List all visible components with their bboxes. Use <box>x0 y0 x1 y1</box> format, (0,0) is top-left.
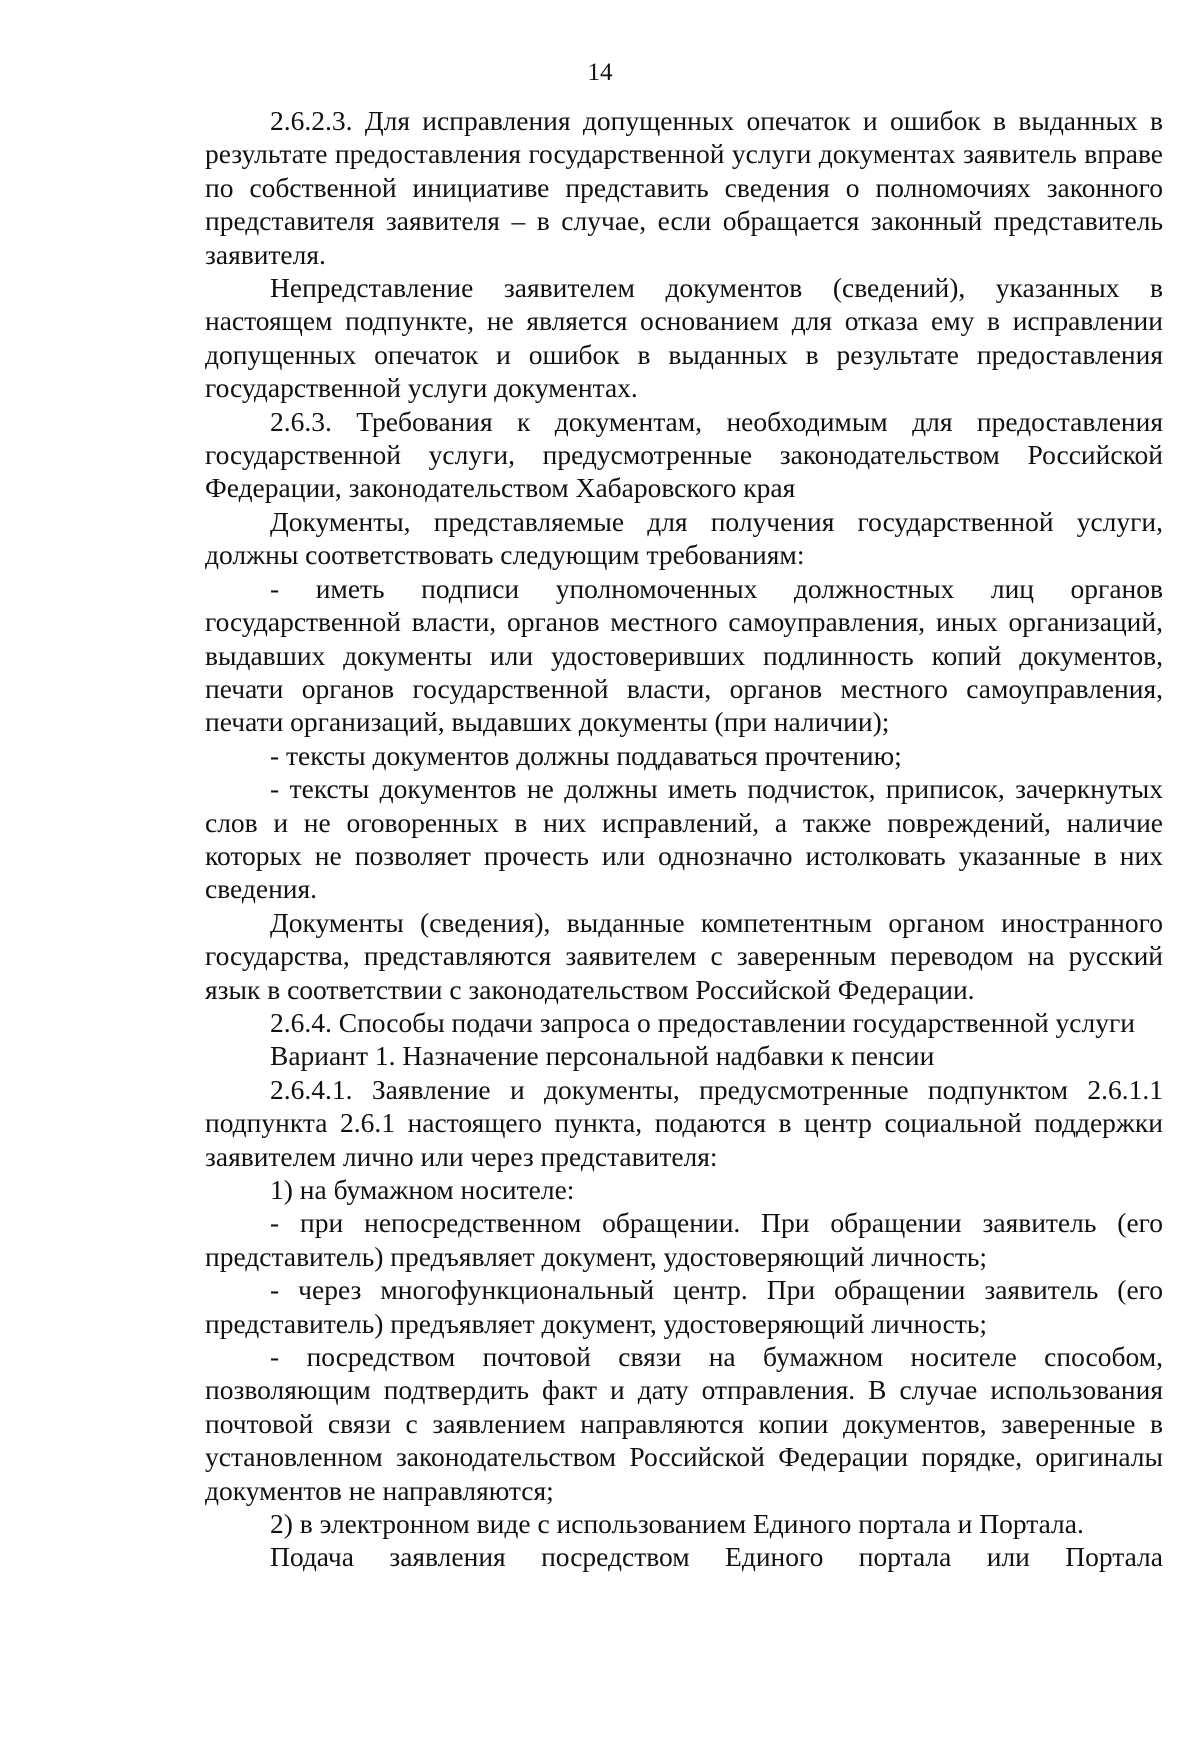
paragraph-foreign-documents: Документы (сведения), выданные компетентным органом иностранного государства, представляются заявителем с заверенным переводом на русский язык в соответствии с законодательством Российской Федерации. <box>205 906 1163 1005</box>
list-item-readable: - тексты документов должны поддаваться прочтению; <box>270 739 902 771</box>
paragraph-variant-1: Вариант 1. Назначение персональной надбавки к пенсии <box>270 1040 935 1072</box>
paragraph-portal-submission: Подача заявления посредством Единого портала или Портала <box>270 1541 1163 1573</box>
paragraph-document-requirements-intro: Документы, представляемые для получения государственной услуги, должны соответствовать следующим требованиям: <box>205 505 1163 571</box>
list-item-paper-media: 1) на бумажном носителе: <box>270 1174 575 1205</box>
paragraph-2-6-4-1: 2.6.4.1. Заявление и документы, предусмотренные подпунктом 2.6.1.1 подпункта 2.6.1 настоящего пункта, подаются в центр социальной поддержки заявителем лично или через представителя: <box>205 1073 1163 1172</box>
paragraph-2-6-3-heading: 2.6.3. Требования к документам, необходимым для предоставления государственной услуги, предусмотренные законодательством Российской Федерации, законодательством Хабаровского края <box>205 405 1163 504</box>
list-item-direct-contact: - при непосредственном обращении. При обращении заявитель (его представитель) предъявляет документ, удостоверяющий личность; <box>205 1207 1163 1272</box>
paragraph-non-submission: Непредставление заявителем документов (сведений), указанных в настоящем подпункте, не является основанием для отказа ему в исправлении допущенных опечаток и ошибок в выданных в результате предоставления государственной услуги документах. <box>205 272 1163 404</box>
list-item-no-erasures: - тексты документов не должны иметь подчисток, приписок, зачеркнутых слов и не оговоренных в них исправлений, а также повреждений, наличие которых не позволяет прочесть или однозначно истолковать указанные в них сведения. <box>205 773 1163 905</box>
page-number: 14 <box>587 59 613 86</box>
list-item-electronic: 2) в электронном виде с использованием Единого портала и Портала. <box>270 1508 1084 1540</box>
paragraph-2-6-2-3: 2.6.2.3. Для исправления допущенных опечаток и ошибок в выданных в результате предоставления государственной услуги документах заявитель вправе по собственной инициативе представить сведения о полномочиях законного представителя заявителя – в случае, если обращается законный представитель заявителя. <box>205 105 1163 270</box>
list-item-mfc: - через многофункциональный центр. При обращении заявитель (его представитель) предъявляет документ, удостоверяющий личность; <box>205 1274 1163 1339</box>
list-item-postal: - посредством почтовой связи на бумажном носителе способом, позволяющим подтвердить факт и дату отправления. В случае использования почтовой связи с заявлением направляются копии документов, заверенные в установленном законодательством Российской Федерации порядке, оригиналы документов не направляются; <box>205 1341 1163 1506</box>
document-body <box>205 104 1163 1574</box>
list-item-signatures: - иметь подписи уполномоченных должностных лиц органов государственной власти, органов местного самоуправления, иных организаций, выдавших документы или удостоверивших подлинность копий документов, печати органов государственной власти, органов местного самоуправления, печати организаций, выдавших документы (при наличии); <box>205 572 1163 738</box>
paragraph-2-6-4-heading: 2.6.4. Способы подачи запроса о предоставлении государственной услуги <box>270 1006 1135 1038</box>
